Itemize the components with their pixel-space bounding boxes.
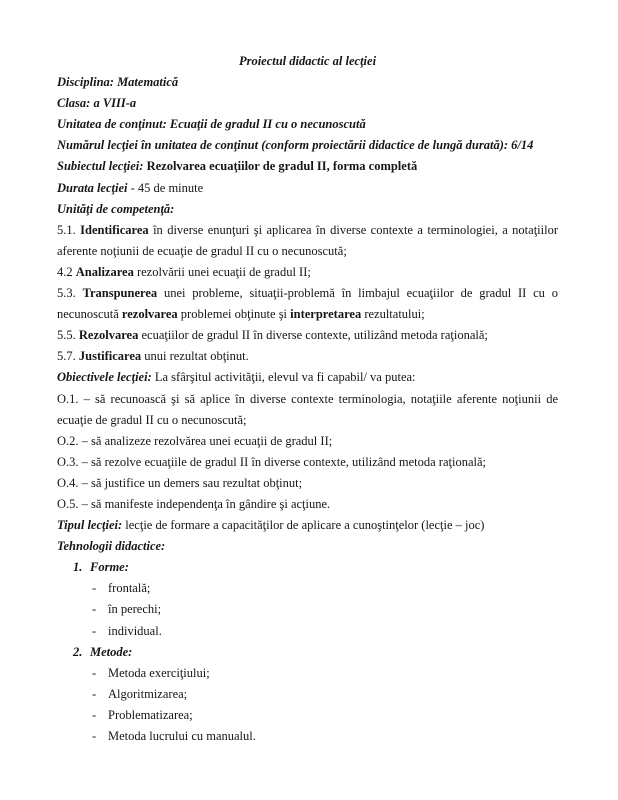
- text-run: unei probleme, situaţii-problemă în limbajul ecuaţiilor de gradul II cu o necunoscută: [57, 286, 558, 322]
- text-run: rezolvarea: [121, 307, 178, 322]
- competence-5-3: [57, 283, 558, 325]
- text-run: problemei obţinute şi: [177, 307, 291, 322]
- text-run: Metode:: [90, 644, 133, 659]
- field-durata: [57, 178, 558, 199]
- field-numarul-lectiei: [57, 135, 558, 156]
- list-item-algoritmizarea: [57, 684, 558, 705]
- text-run: Metoda exerciţiului;: [108, 665, 210, 680]
- text-run: Problematizarea;: [108, 707, 193, 722]
- field-disciplina: [57, 72, 558, 93]
- competence-5-7: [57, 346, 558, 367]
- text-run: Tehnologii didactice:: [57, 539, 166, 554]
- text-run: Disciplina: Matematică: [57, 75, 179, 90]
- field-clasa: [57, 93, 558, 114]
- text-run: rezultatului;: [361, 307, 425, 322]
- list-item-frontala: [57, 578, 558, 599]
- text-run: rezolvării unei ecuaţii de gradul II;: [133, 264, 311, 279]
- list-heading-forme: [57, 557, 558, 578]
- list-dash-marker: -: [92, 665, 97, 680]
- text-run: Transpunerea: [82, 286, 158, 301]
- text-run: Subiectul lecţiei:: [57, 159, 144, 174]
- text-run: La sfârşitul activităţii, elevul va fi capabil/ va putea:: [151, 370, 416, 385]
- list-item-individual: [57, 621, 558, 642]
- list-dash-marker: -: [92, 581, 97, 596]
- list-dash-marker: -: [92, 686, 97, 701]
- heading-obiectivele: [57, 367, 558, 388]
- field-unitatea: [57, 114, 558, 135]
- objective-o1: [57, 389, 558, 431]
- text-run: Obiectivele lecţiei:: [57, 370, 152, 385]
- text-run: ecuaţiilor de gradul II în diverse contexte, utilizând metoda raţională;: [138, 328, 488, 343]
- text-run: Durata lecţiei: [57, 180, 128, 195]
- list-heading-metode: [57, 642, 558, 663]
- text-run: Analizarea: [75, 264, 134, 279]
- text-run: Numărul lecţiei în unitatea de conţinut (conform proiectării didactice de lungă durată): 6/14: [57, 138, 534, 153]
- list-item-metoda-lucrului: [57, 726, 558, 747]
- document-body: [57, 51, 558, 747]
- text-run: în diverse enunţuri şi aplicarea în diverse contexte a terminologiei, a notaţiilor aferente noţiunii de ecuaţie de gradul II cu o necunoscută;: [57, 222, 558, 258]
- competence-5-1: [57, 220, 558, 262]
- text-run: 5.3.: [57, 286, 83, 301]
- text-run: Clasa: a VIII-a: [57, 96, 137, 111]
- list-dash-marker: -: [92, 602, 97, 617]
- text-run: O.5. – să manifeste independenţa în gândire şi acţiune.: [57, 496, 331, 511]
- text-run: Unităţi de competenţă:: [57, 201, 175, 216]
- text-run: Identificarea: [80, 222, 149, 237]
- text-run: 5.5.: [57, 328, 79, 343]
- text-run: 5.1.: [57, 222, 81, 237]
- text-run: 5.7.: [57, 349, 79, 364]
- competence-4-2: [57, 262, 558, 283]
- text-run: Rezolvarea ecuaţiilor de gradul II, forma completă: [143, 159, 418, 174]
- text-run: frontală;: [108, 581, 151, 596]
- text-run: Proiectul didactic al lecţiei: [238, 54, 377, 68]
- text-run: Tipul lecţiei:: [57, 518, 123, 533]
- text-run: unui rezultat obţinut.: [141, 349, 249, 364]
- text-run: interpretarea: [290, 307, 362, 322]
- text-run: O.3. – să rezolve ecuaţiile de gradul II în diverse contexte, utilizând metoda raţională;: [57, 454, 486, 469]
- objective-o4: [57, 473, 558, 494]
- field-tipul-lectiei: [57, 515, 558, 536]
- text-run: Rezolvarea: [78, 328, 139, 343]
- list-item-problematizarea: [57, 705, 558, 726]
- text-run: Algoritmizarea;: [108, 686, 188, 701]
- text-run: 4.2: [57, 264, 76, 279]
- text-run: în perechi;: [108, 602, 162, 617]
- text-run: Justificarea: [78, 349, 142, 364]
- list-dash-marker: -: [92, 623, 97, 638]
- list-number-marker: 1.: [73, 560, 83, 575]
- list-dash-marker: -: [92, 729, 97, 743]
- text-run: - 45 de minute: [127, 180, 204, 195]
- objective-o5: [57, 494, 558, 515]
- text-run: Forme:: [90, 560, 129, 575]
- text-run: individual.: [108, 623, 162, 638]
- list-item-metoda-exercitiului: [57, 663, 558, 684]
- objective-o3: [57, 452, 558, 473]
- list-dash-marker: -: [92, 707, 97, 722]
- doc-title: [57, 51, 558, 72]
- text-run: O.2. – să analizeze rezolvărea unei ecuaţii de gradul II;: [57, 433, 333, 448]
- list-number-marker: 2.: [73, 644, 83, 659]
- list-item-in-perechi: [57, 599, 558, 620]
- text-run: lecţie de formare a capacităţilor de aplicare a cunoştinţelor (lecţie – joc): [122, 518, 485, 533]
- heading-unitati-competenta: [57, 199, 558, 220]
- objective-o2: [57, 431, 558, 452]
- competence-5-5: [57, 325, 558, 346]
- text-run: O.1. – să recunoască şi să aplice în diverse contexte terminologia, notaţiile aferente noţiunii de ecuaţie de gradul II cu o necunoscută;: [57, 391, 558, 427]
- text-run: Unitatea de conţinut: Ecuaţii de gradul II cu o necunoscută: [57, 117, 366, 132]
- text-run: O.4. – să justifice un demers sau rezultat obţinut;: [57, 475, 303, 490]
- text-run: Metoda lucrului cu manualul.: [108, 729, 256, 743]
- field-subiectul: [57, 156, 558, 177]
- heading-tehnologii: [57, 536, 558, 557]
